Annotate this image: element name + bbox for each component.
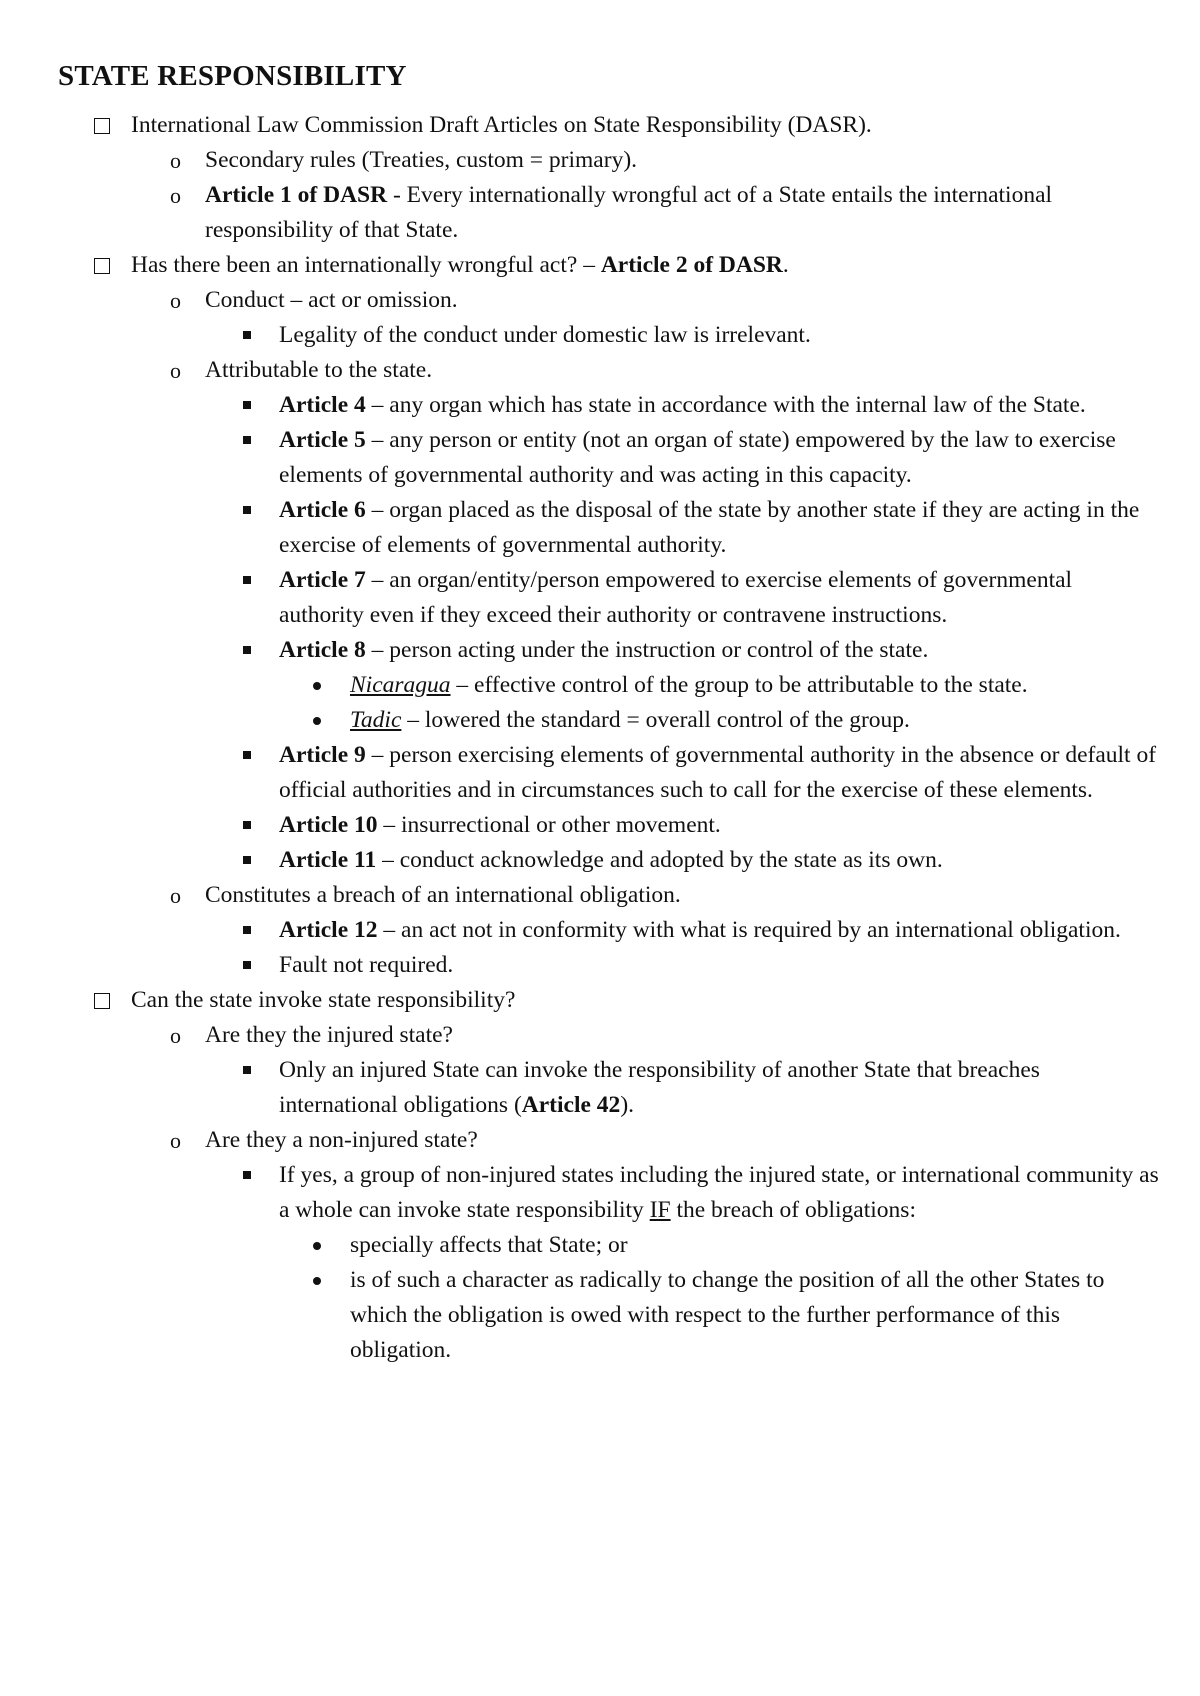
text-run: – conduct acknowledge and adopted by the state as its own.	[376, 847, 943, 873]
square-bullet-icon	[243, 961, 251, 969]
bold-reference: Article 4	[279, 392, 366, 418]
bold-reference: Article 1 of DASR	[205, 182, 388, 208]
circle-o-bullet-icon: o	[170, 288, 181, 313]
outline-item-text	[350, 672, 1028, 698]
outline-item-level-1	[0, 248, 1141, 283]
outline-item-text	[205, 882, 681, 908]
outline-item-level-1	[0, 983, 1141, 1018]
outline-item-level-4	[0, 1228, 1160, 1263]
dot-bullet-icon	[313, 682, 321, 690]
text-run: – an organ/entity/person empowered to exercise elements of governmental authority even if they exceed their authority or contravene instructions.	[279, 567, 1073, 628]
checkbox-bullet-icon	[94, 118, 110, 134]
square-bullet-icon	[243, 1066, 251, 1074]
outline-item-level-3	[0, 738, 1159, 808]
outline-item-text	[131, 987, 515, 1013]
square-bullet-icon	[243, 331, 251, 339]
outline-item-level-3	[0, 633, 1159, 668]
bold-reference: Article 5	[279, 427, 366, 453]
text-run: IF	[649, 1197, 671, 1223]
square-bullet-icon	[243, 856, 251, 864]
text-run: Fault not required.	[279, 952, 454, 978]
text-run: - Every internationally wrongful act of a State entails the international responsibility of that State.	[205, 182, 1053, 243]
square-bullet-icon	[243, 506, 251, 514]
text-run: the breach of obligations:	[670, 1197, 916, 1223]
checkbox-bullet-icon	[94, 258, 110, 274]
outline-item-level-2	[0, 178, 1140, 248]
outline-item-level-2	[0, 1018, 1140, 1053]
outline-item-level-3	[0, 913, 1159, 948]
outline-item-level-3	[0, 388, 1159, 423]
outline-item-level-2	[0, 283, 1140, 318]
outline-item-text	[279, 812, 721, 838]
outline-item-level-3	[0, 843, 1159, 878]
text-run: Are they the injured state?	[205, 1022, 453, 1048]
text-run: If yes, a group of non-injured states including the injured state, or international community as a whole can invoke state responsibility	[279, 1162, 1159, 1223]
text-run: – insurrectional or other movement.	[377, 812, 721, 838]
text-run: ).	[620, 1092, 635, 1118]
square-bullet-icon	[243, 646, 251, 654]
outline-item-level-3	[0, 1158, 1159, 1228]
text-run: Only an injured State can invoke the responsibility of another State that breaches international obligations (	[279, 1057, 1040, 1118]
dot-bullet-icon	[313, 1277, 321, 1285]
square-bullet-icon	[243, 436, 251, 444]
bold-reference: Article 2 of DASR	[600, 252, 783, 278]
outline-item-text	[279, 567, 1072, 628]
square-bullet-icon	[243, 751, 251, 759]
outline-item-text	[279, 1162, 1159, 1223]
outline-item-text	[350, 707, 910, 733]
square-bullet-icon	[243, 401, 251, 409]
text-run: Secondary rules (Treaties, custom = primary).	[205, 147, 638, 173]
outline-item-text	[279, 497, 1139, 558]
bold-reference: Article 9	[279, 742, 366, 768]
outline-item-text	[279, 917, 1121, 943]
circle-o-bullet-icon: o	[170, 883, 181, 908]
text-run: Legality of the conduct under domestic law is irrelevant.	[279, 322, 811, 348]
circle-o-bullet-icon: o	[170, 1023, 181, 1048]
text-run: – organ placed as the disposal of the state by another state if they are acting in the exercise of elements of governmental authority.	[279, 497, 1140, 558]
outline-item-level-1	[0, 108, 1141, 143]
outline	[0, 108, 1200, 1368]
outline-item-level-3	[0, 493, 1159, 563]
outline-item-text	[205, 1127, 478, 1153]
outline-item-text	[279, 637, 928, 663]
outline-item-level-2	[0, 353, 1140, 388]
outline-item-level-3	[0, 1053, 1159, 1123]
outline-item-text	[279, 952, 453, 978]
outline-item-level-2	[0, 143, 1140, 178]
outline-item-level-3	[0, 563, 1159, 633]
text-run: specially affects that State; or	[350, 1232, 628, 1258]
circle-o-bullet-icon: o	[170, 148, 181, 173]
text-run: Attributable to the state.	[205, 357, 433, 383]
text-run: International Law Commission Draft Articles on State Responsibility (DASR).	[131, 112, 872, 138]
text-run: – lowered the standard = overall control of the group.	[401, 707, 910, 733]
text-run: – person acting under the instruction or control of the state.	[365, 637, 929, 663]
outline-item-text	[350, 1267, 1104, 1363]
text-run: Can the state invoke state responsibility?	[131, 987, 516, 1013]
outline-item-text	[205, 357, 432, 383]
circle-o-bullet-icon: o	[170, 183, 181, 208]
circle-o-bullet-icon: o	[170, 358, 181, 383]
text-run: – effective control of the group to be attributable to the state.	[450, 672, 1028, 698]
outline-item-text	[131, 112, 872, 138]
checkbox-bullet-icon	[94, 993, 110, 1009]
bold-reference: Article 7	[279, 567, 366, 593]
text-run: – person exercising elements of governmental authority in the absence or default of official authorities and in circumstances such to call for the exercise of these elements.	[279, 742, 1157, 803]
text-run: Has there been an internationally wrongful act? –	[131, 252, 601, 278]
case-name: Nicaragua	[350, 672, 451, 698]
bold-reference: Article 8	[279, 637, 366, 663]
outline-item-text	[279, 1057, 1040, 1118]
square-bullet-icon	[243, 926, 251, 934]
outline-item-level-3	[0, 948, 1159, 983]
outline-item-text	[205, 1022, 453, 1048]
text-run: Are they a non-injured state?	[205, 1127, 478, 1153]
outline-item-level-3	[0, 808, 1159, 843]
dot-bullet-icon	[313, 1242, 321, 1250]
text-run: Constitutes a breach of an international obligation.	[205, 882, 681, 908]
text-run: Conduct – act or omission.	[205, 287, 458, 313]
outline-item-text	[279, 322, 811, 348]
square-bullet-icon	[243, 1171, 251, 1179]
case-name: Tadic	[350, 707, 402, 733]
bold-reference: Article 12	[279, 917, 378, 943]
outline-item-level-3	[0, 318, 1159, 353]
page-title: STATE RESPONSIBILITY	[58, 60, 407, 92]
text-run: is of such a character as radically to change the position of all the other States to which the obligation is owed with respect to the further performance of this obligation.	[350, 1267, 1105, 1363]
square-bullet-icon	[243, 576, 251, 584]
square-bullet-icon	[243, 821, 251, 829]
outline-item-level-4	[0, 703, 1160, 738]
outline-item-text	[279, 427, 1116, 488]
text-run: – any organ which has state in accordance with the internal law of the State.	[365, 392, 1086, 418]
outline-item-level-4	[0, 1263, 1160, 1368]
outline-item-text	[279, 847, 943, 873]
outline-item-text	[205, 147, 637, 173]
outline-item-text	[131, 252, 789, 278]
circle-o-bullet-icon: o	[170, 1128, 181, 1153]
outline-item-level-4	[0, 668, 1160, 703]
dot-bullet-icon	[313, 717, 321, 725]
text-run: .	[782, 252, 789, 278]
outline-item-level-2	[0, 878, 1140, 913]
outline-item-text	[279, 392, 1086, 418]
outline-item-text	[350, 1232, 628, 1258]
outline-item-text	[205, 182, 1052, 243]
bold-reference: Article 10	[279, 812, 378, 838]
bold-reference: Article 42	[521, 1092, 621, 1118]
text-run: – an act not in conformity with what is required by an international obligation.	[377, 917, 1121, 943]
bold-reference: Article 6	[279, 497, 366, 523]
outline-item-level-2	[0, 1123, 1140, 1158]
text-run: – any person or entity (not an organ of state) empowered by the law to exercise elements of governmental authority and was acting in this capacity.	[279, 427, 1116, 488]
outline-item-level-3	[0, 423, 1159, 493]
outline-item-text	[279, 742, 1156, 803]
outline-item-text	[205, 287, 458, 313]
bold-reference: Article 11	[279, 847, 377, 873]
